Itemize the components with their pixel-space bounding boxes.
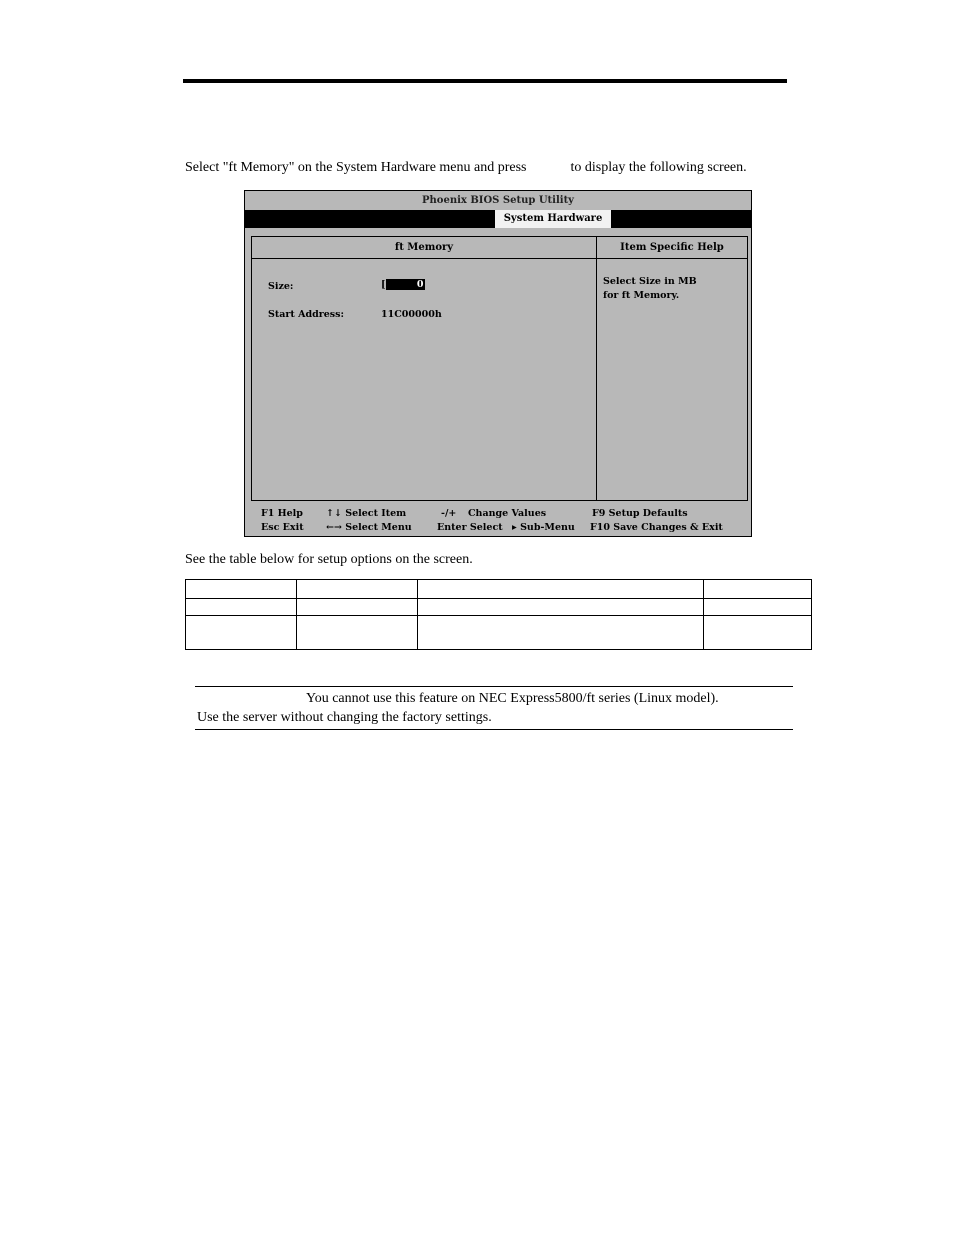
table-cell [417,599,704,616]
bios-menubar [245,210,751,228]
table-cell [296,616,417,650]
key-f9-defaults: F9 Setup Defaults [592,508,688,519]
table-cell [704,616,812,650]
key-change-values: Change Values [468,508,547,519]
key-sub-menu: ▸ Sub-Menu [512,522,575,533]
start-address-value: 11C00000h [381,309,442,320]
size-value[interactable]: 0 [386,279,425,290]
table-cell [296,599,417,616]
help-panel [597,237,747,500]
note-line-2: Use the server without changing the factory settings. [197,710,492,725]
key-select-menu: ←→ Select Menu [326,522,412,533]
settings-panel [252,237,597,500]
bios-title: Phoenix BIOS Setup Utility [422,195,574,206]
key-f10-save-exit: F10 Save Changes & Exit [590,522,723,533]
start-address-label: Start Address: [268,309,345,320]
table-cell [186,616,297,650]
key-minus-plus: -/+ [441,508,457,519]
note-line-1: You cannot use this feature on NEC Express5800/ft series (Linux model). [306,691,719,706]
size-bracket: [ [381,279,386,290]
note-box [195,686,793,730]
table-cell [417,616,704,650]
table-cell [417,580,704,599]
panel-title: ft Memory [252,237,596,259]
help-text [603,275,697,303]
help-line-1: Select Size in MB [603,276,697,287]
size-label: Size: [268,281,294,292]
bios-main-area [251,236,748,501]
help-line-2: for ft Memory. [603,290,680,301]
table-cell [186,580,297,599]
bios-screenshot [244,190,752,537]
intro-text-after: to display the following screen. [570,160,747,175]
header-rule [183,79,787,83]
key-f1-help: F1 Help [261,508,303,519]
size-field[interactable] [381,279,425,290]
table-caption: See the table below for setup options on the screen. [185,552,473,567]
tab-system-hardware[interactable]: System Hardware [495,210,611,228]
key-select-item: ↑↓ Select Item [326,508,407,519]
key-esc-exit: Esc Exit [261,522,304,533]
intro-text [185,160,825,176]
table-cell [704,580,812,599]
table-row [186,616,812,650]
table-cell [704,599,812,616]
bios-footer [245,504,751,538]
table-row [186,580,812,599]
setup-options-table [185,579,812,650]
table-cell [186,599,297,616]
table-row [186,599,812,616]
table-cell [296,580,417,599]
help-title: Item Specific Help [597,237,747,259]
intro-text-before: Select "ft Memory" on the System Hardware menu and press [185,160,527,175]
key-enter-select: Enter Select [437,522,503,533]
